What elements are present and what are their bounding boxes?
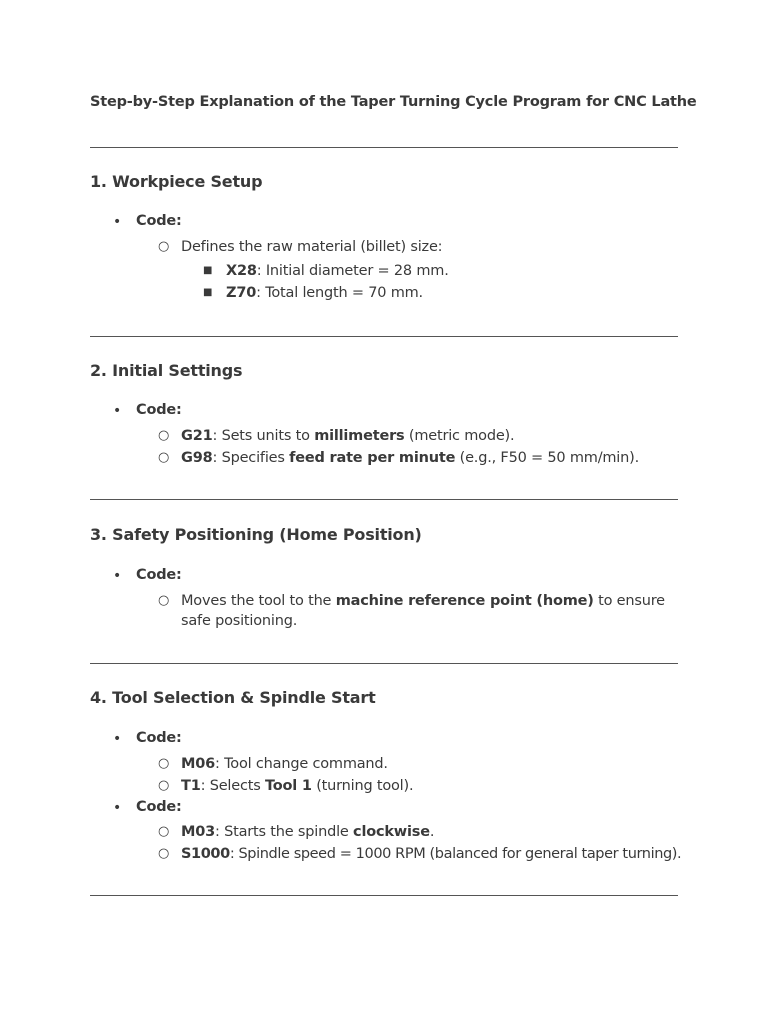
disc-bullet: • xyxy=(113,800,122,816)
circle-bullet: ○ xyxy=(158,593,170,608)
list-item: G21: Sets units to millimeters (metric mode). xyxy=(181,428,515,444)
circle-bullet: ○ xyxy=(158,778,170,793)
circle-bullet: ○ xyxy=(158,239,170,254)
list-item: M06: Tool change command. xyxy=(181,756,388,772)
circle-bullet: ○ xyxy=(158,756,170,771)
divider xyxy=(90,336,678,337)
code-label: Code: xyxy=(136,402,182,418)
section-heading-safety-positioning: 3. Safety Positioning (Home Position) xyxy=(90,525,422,544)
disc-bullet: • xyxy=(113,731,122,747)
section-heading-initial-settings: 2. Initial Settings xyxy=(90,361,243,380)
list-item: Moves the tool to the machine reference point (home) to ensure safe positioning. xyxy=(181,593,665,629)
divider xyxy=(90,147,678,148)
section-heading-workpiece-setup: 1. Workpiece Setup xyxy=(90,172,263,191)
divider xyxy=(90,663,678,664)
divider xyxy=(90,499,678,500)
disc-bullet: • xyxy=(113,403,122,419)
list-item: Defines the raw material (billet) size: xyxy=(181,239,443,255)
square-bullet: ■ xyxy=(203,287,213,298)
list-item: Z70: Total length = 70 mm. xyxy=(226,285,423,301)
disc-bullet: • xyxy=(113,214,122,230)
square-bullet: ■ xyxy=(203,265,213,276)
code-label: Code: xyxy=(136,567,182,583)
list-item: S1000: Spindle speed = 1000 RPM (balanced for general taper turning). xyxy=(181,846,682,862)
list-item: X28: Initial diameter = 28 mm. xyxy=(226,263,449,279)
disc-bullet: • xyxy=(113,568,122,584)
list-item: G98: Specifies feed rate per minute (e.g., F50 = 50 mm/min). xyxy=(181,450,639,466)
divider xyxy=(90,895,678,896)
list-item: M03: Starts the spindle clockwise. xyxy=(181,824,435,840)
document-title: Step-by-Step Explanation of the Taper Turning Cycle Program for CNC Lathe xyxy=(90,94,697,110)
list-item: T1: Selects Tool 1 (turning tool). xyxy=(181,778,414,794)
code-label: Code: xyxy=(136,213,182,229)
code-label: Code: xyxy=(136,730,182,746)
circle-bullet: ○ xyxy=(158,846,170,861)
circle-bullet: ○ xyxy=(158,450,170,465)
circle-bullet: ○ xyxy=(158,428,170,443)
code-label: Code: xyxy=(136,799,182,815)
section-heading-tool-selection: 4. Tool Selection & Spindle Start xyxy=(90,688,376,707)
circle-bullet: ○ xyxy=(158,824,170,839)
